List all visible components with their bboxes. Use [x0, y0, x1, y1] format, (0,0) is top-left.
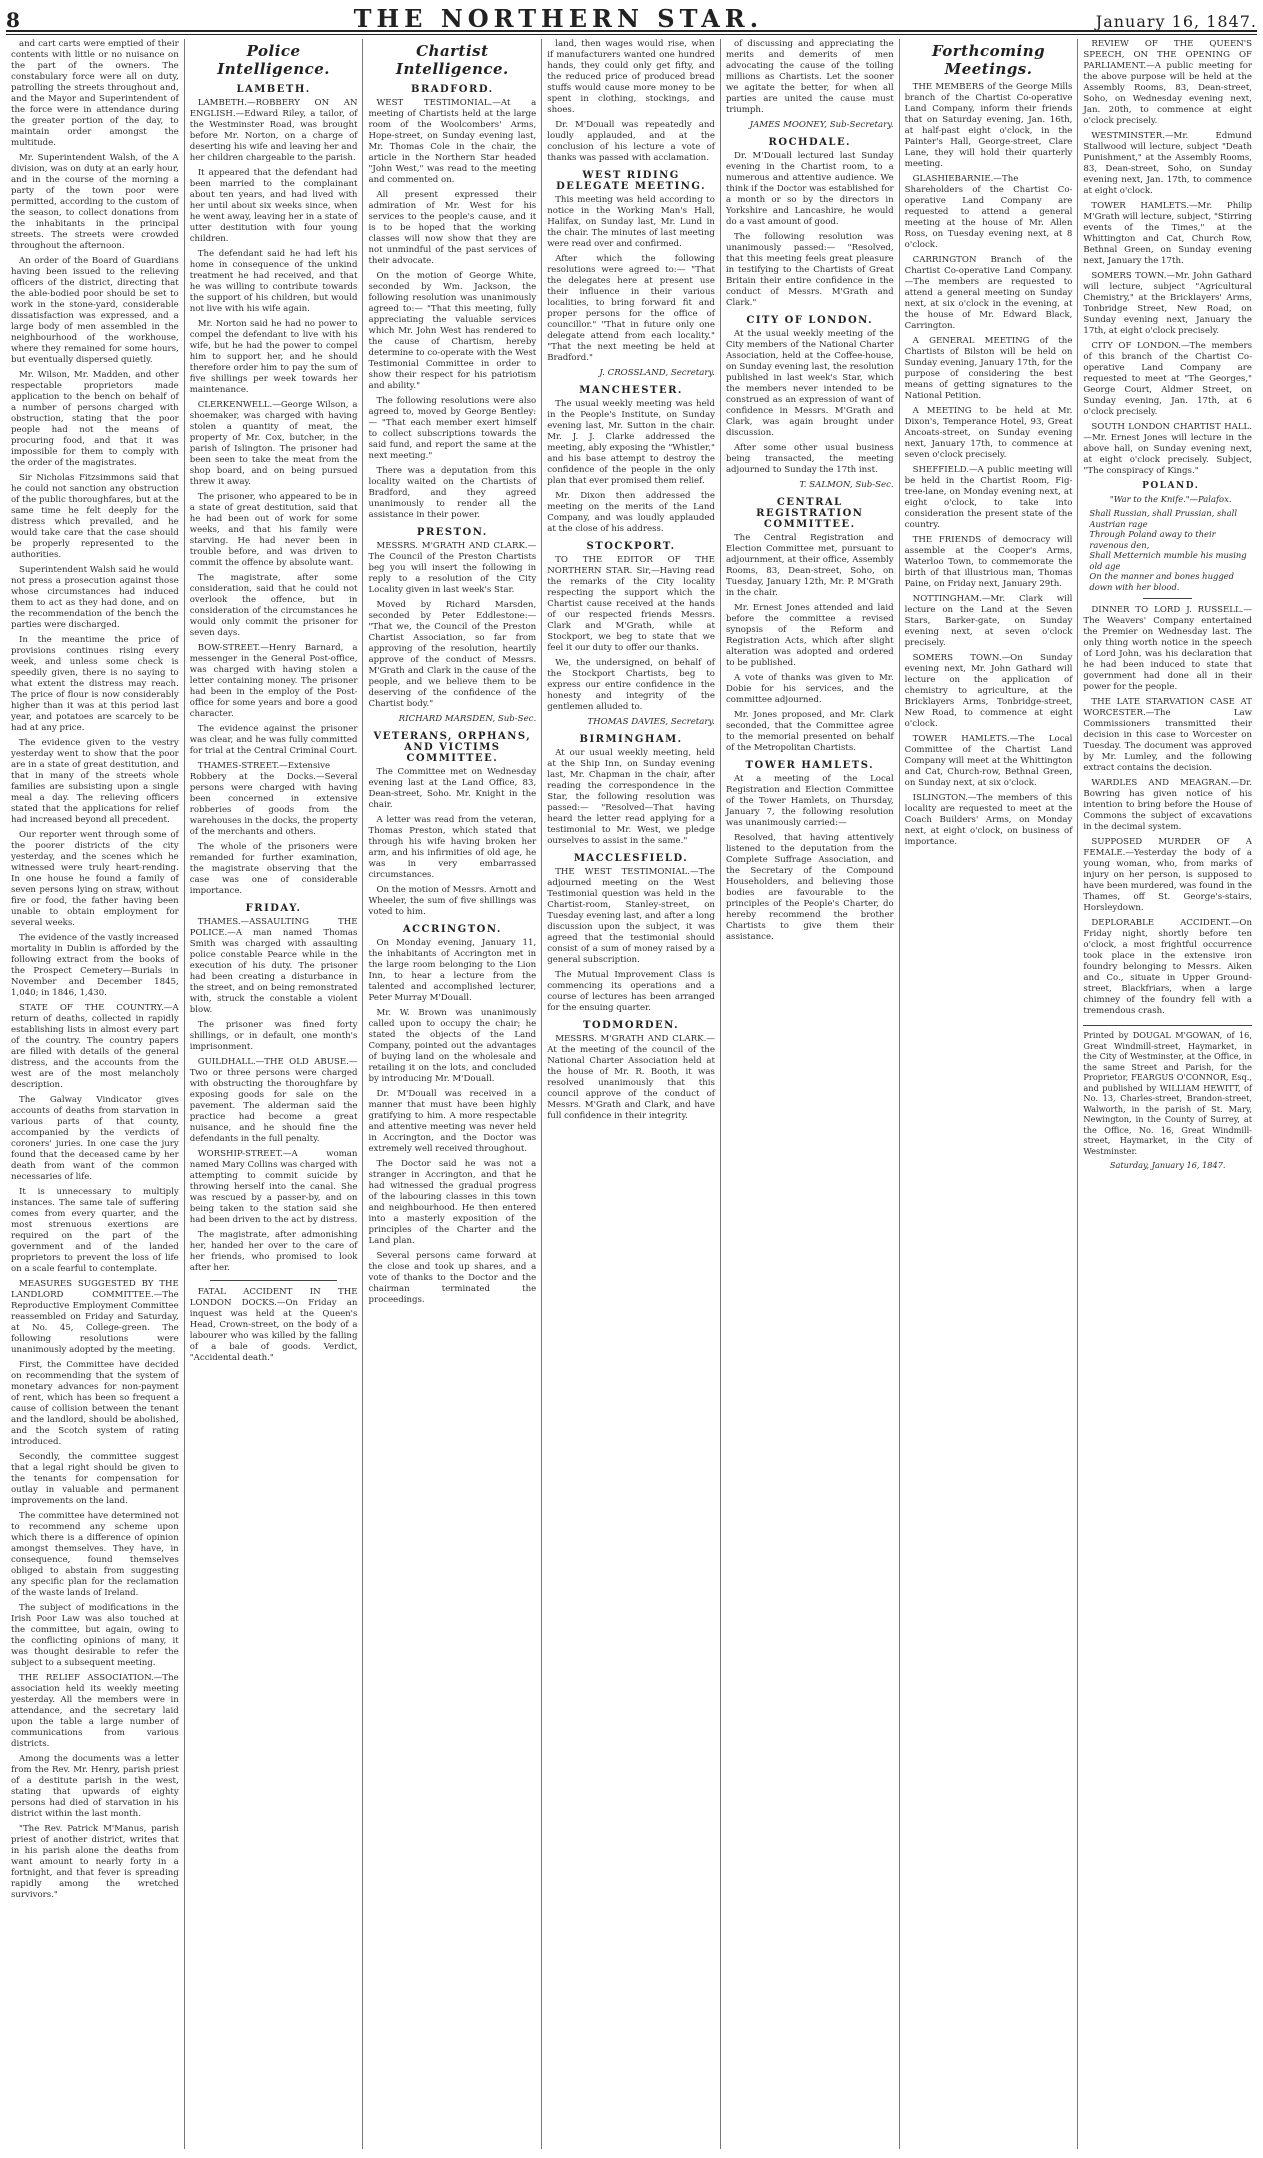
article-paragraph: "The Rev. Patrick M'Manus, parish priest of another district, writes that in his parish alone the deaths from want amount to nearly forty in a fortnight, and that fever is spreading rapidly among the wretched survivors." [11, 1824, 179, 1900]
article-paragraph: THE RELIEF ASSOCIATION.—The association held its weekly meeting yesterday. All the members were in attendance, and the secretary laid upon the table a large number of communications from various districts. [11, 1673, 179, 1749]
article-paragraph: The magistrate, after some consideration, said that he could not overlook the offence, but in consideration of the circumstances he would only commit the prisoner for seven days. [189, 573, 358, 638]
article-paragraph: Resolved, that having attentively listened to the deputation from the Complete Suffrage Association, and the Secretary of the Compound Householders, and believing those bodies are favourable to the principles of the People's Charter, do hereby recommend the brother Chartists to give them their assistance. [725, 833, 894, 942]
column-6 [900, 39, 1079, 2149]
article-paragraph: SOMERS TOWN.—Mr. John Gathard will lecture, subject "Agricultural Chemistry," at the Bricklayers' Arms, Tonbridge Street, New Road, on Sunday evening next, January the 17th, at eight o'clock precisely. [1083, 271, 1252, 336]
poem-poland [1083, 481, 1252, 592]
signature: JAMES MOONEY, Sub-Secretary. [749, 120, 894, 130]
article-paragraph: The defendant said he had left his home in consequence of the unkind treatment he had received, and that he was willing to contribute towards the support of his children, but would not live with his wife again. [189, 249, 358, 314]
subhead-manchester: MANCHESTER. [579, 385, 683, 396]
subhead-tower-hamlets: TOWER HAMLETS. [745, 760, 875, 771]
article-paragraph: The Doctor said he was not a stranger in Accrington, and that he had witnessed the gradual progress of the labouring classes in this town and neighbourhood. He then entered into a masterly exposition of the principles of the Charter and the Land plan. [368, 1159, 537, 1246]
article-paragraph: THAMES.—ASSAULTING THE POLICE.—A man named Thomas Smith was charged with assaulting police constable Pearce while in the execution of his duty. The prisoner had been creating a disturbance in the street, and on being remonstrated with, struck the constable a violent blow. [189, 917, 358, 1015]
article-paragraph: The Mutual Improvement Class is commencing its operations and a course of lectures has been arranged for the ensuing quarter. [547, 970, 715, 1013]
article-paragraph: WORSHIP-STREET.—A woman named Mary Collins was charged with attempting to commit suicide by throwing herself into the canal. She was rescued by a passer-by, and on being taken to the station said she had been driven to the act by distress. [189, 1149, 358, 1225]
article-paragraph: Moved by Richard Marsden, seconded by Peter Eddlestone:— "That we, the Council of the Preston Chartist Association, so far from approving of the resolution, heartily approve of the conduct of Messrs. M'Grath and Clark in the cause of the people, and we believe them to be deserving of the confidence of the Chartist body." [368, 600, 537, 709]
section-divider [210, 1280, 338, 1281]
article-paragraph: Mr. Jones proposed, and Mr. Clark seconded, that the Committee agree to the memorial presented on behalf of the Metropolitan Chartists. [725, 710, 894, 753]
article-paragraph: At our usual weekly meeting, held at the Ship Inn, on Sunday evening last, Mr. Chapman in the chair, after reading the correspondence in the Star, the following resolution was passed:— "Resolved—That having heard the letter read applying for a testimonial to Mr. West, we pledge ourselves to assist in the same." [547, 748, 715, 846]
article-paragraph: There was a deputation from this locality waited on the Chartists of Bradford, and they agreed unanimously to render all the assistance in their power. [368, 466, 537, 520]
article-paragraph: CARRINGTON Branch of the Chartist Co-operative Land Company.—The members are requested to attend a general meeting on Sunday next, at six o'clock in the evening, at the house of Mr. Edward Black, Carrington. [904, 255, 1073, 331]
article-paragraph: Mr. Superintendent Walsh, of the A division, was on duty at an early hour, and in the course of the morning a party of the town poor were permitted, according to the custom of the season, to collect donations from the inhabitants in the principal streets. The streets were crowded throughout the afternoon. [11, 153, 179, 251]
printer-imprint [1083, 1025, 1252, 1171]
article-paragraph: The Central Registration and Election Committee met, pursuant to adjournment, at their office, Assembly Rooms, 83, Dean-street, Soho, on Tuesday, January 12th, Mr. P. M'Grath in the chair. [725, 533, 894, 598]
article-paragraph: First, the Committee have decided on recommending that the system of monetary advances for non-payment of rent, which has been so frequent a cause of collision between the tenant and the landlord, should be abolished, and the Scotch system of rating introduced. [11, 1360, 179, 1447]
section-heading-police: Police Intelligence. [217, 42, 331, 78]
signature: THOMAS DAVIES, Secretary. [587, 717, 715, 727]
article-paragraph: Among the documents was a letter from the Rev. Mr. Henry, parish priest of a destitute parish in the west, stating that upwards of eighty persons had died of starvation in his district within the last month. [11, 1754, 179, 1819]
article-paragraph: SOMERS TOWN.—On Sunday evening next, Mr. John Gathard will lecture on the application of chemistry to agriculture, at the Bricklayers Arms, Tonbridge-street, New Road, to commence at eight o'clock. [904, 653, 1073, 729]
article-paragraph: Our reporter went through some of the poorer districts of the city yesterday, and the scenes which he witnessed were truly heart-rending. In one house he found a family of seven persons lying on straw, without fire or food, the father having been unable to obtain employment for several weeks. [11, 830, 179, 928]
article-paragraph: THAMES-STREET.—Extensive Robbery at the Docks.—Several persons were charged with having been concerned in extensive robberies of goods from the warehouses in the docks, the property of the merchants and others. [189, 761, 358, 837]
section-divider [1143, 598, 1192, 599]
article-paragraph: of discussing and appreciating the merits and demerits of men advocating the cause of the toiling millions as Chartists. Let the sooner we agitate the better, for when all parties are united the cause must triumph. [725, 39, 894, 115]
column-2 [185, 39, 364, 2149]
article-paragraph: The magistrate, after admonishing her, handed her over to the care of her friends, who promised to look after her. [189, 1230, 358, 1273]
article-paragraph: SOUTH LONDON CHARTIST HALL.—Mr. Ernest Jones will lecture in the above hall, on Sunday evening next, at eight o'clock precisely. Subject, "The conspiracy of Kings." [1083, 422, 1252, 476]
article-paragraph: A letter was read from the veteran, Thomas Preston, which stated that through his wife having broken her arm, and his infirmities of old age, he was in very embarrassed circumstances. [368, 815, 537, 880]
subhead-veterans: VETERANS, ORPHANS, AND VICTIMS COMMITTEE. [373, 731, 532, 764]
article-paragraph: The prisoner, who appeared to be in a state of great destitution, said that he had been out of work for some weeks, and that his family were starving. He had never been in trouble before, and was driven to commit the offence by absolute want. [189, 492, 358, 568]
article-paragraph: Several persons came forward at the close and took up shares, and a vote of thanks to the Doctor and the chairman terminated the proceedings. [368, 1251, 537, 1305]
article-paragraph: CLERKENWELL.—George Wilson, a shoemaker, was charged with having stolen a quantity of meat, the property of Mr. Cox, butcher, in the parish of Islington. The prisoner had been seen to take the meat from the shop board, and on being pursued threw it away. [189, 400, 358, 487]
article-paragraph: TOWER HAMLETS.—Mr. Philip M'Grath will lecture, subject, "Stirring events of the Times," at the Whittington and Cat, Church Row, Bethnal Green, on Sunday evening next, January the 17th. [1083, 201, 1252, 266]
subhead-birmingham: BIRMINGHAM. [579, 734, 683, 745]
subhead-accrington: ACCRINGTON. [402, 924, 502, 935]
article-paragraph: THE MEMBERS of the George Mills branch of the Chartist Co-operative Land Company, inform their friends that on Saturday evening, Jan. 16th, at half-past eight o'clock, in the Painter's Hall, George-street, Clare Lane, they will hold their quarterly meeting. [904, 82, 1073, 169]
article-paragraph: STATE OF THE COUNTRY.—A return of deaths, collected in rapidly establishing lists in almost every part of the country. The country papers are filled with details of the general distress, and the accounts from the west are of the most melancholy description. [11, 1003, 179, 1090]
imprint-date: Saturday, January 16, 1847. [1109, 1160, 1226, 1170]
article-paragraph: After some other usual business being transacted, the meeting adjourned to Sunday the 17th inst. [725, 443, 894, 475]
article-paragraph: The evidence against the prisoner was clear, and he was fully committed for trial at the Central Criminal Court. [189, 724, 358, 756]
poem-title: POLAND. [1142, 481, 1200, 491]
article-paragraph: Dr. M'Douall was repeatedly and loudly applauded, and at the conclusion of his lecture a vote of thanks was passed with acclamation. [547, 120, 715, 163]
article-paragraph: THE FRIENDS of democracy will assemble at the Cooper's Arms, Waterloo Town, to commemorate the birth of that illustrious man, Thomas Paine, on Friday next, January 29th. [904, 535, 1073, 589]
article-paragraph: The usual weekly meeting was held in the People's Institute, on Sunday evening last, Mr. Sutton in the chair. Mr. J. J. Clarke addressed the meeting, ably exposing the "Whistler," and his base attempt to destroy the confidence of the people in the only plan that ever promised them relief. [547, 399, 715, 486]
article-paragraph: Mr. Ernest Jones attended and laid before the committee a revised synopsis of the Reform and Registration Acts, which after slight alteration was adopted and ordered to be published. [725, 603, 894, 668]
article-paragraph: The Committee met on Wednesday evening last at the Land Office, 83, Dean-street, Soho. Mr. Knight in the chair. [368, 767, 537, 810]
article-paragraph: The evidence given to the vestry yesterday went to show that the poor are in a state of great destitution, and that in many of the streets whole families are subsisting upon a single meal a day. The relieving officers stated that the applications for relief had increased beyond all precedent. [11, 738, 179, 825]
article-paragraph: TO THE EDITOR OF THE NORTHERN STAR. Sir,—Having read the remarks of the City locality respecting the support which the Chartist cause received at the hands of our respected friends Messrs. Clark and M'Grath, while at Stockport, we beg to state that we feel it our duty to offer our thanks. [547, 555, 715, 653]
article-paragraph: MESSRS. M'GRATH AND CLARK.—The Council of the Preston Chartists beg you will insert the following in reply to a resolution of the City Locality given in last week's Star. [368, 541, 537, 595]
column-7 [1078, 39, 1257, 2149]
article-paragraph: After which the following resolutions were agreed to:— "That the delegates here at present use their influence in their various localities, to bring forward fit and proper persons for the office of councillor." "That in future only one delegate attend from each locality." "That the next meeting be held at Bradford." [547, 254, 715, 363]
article-paragraph: and cart carts were emptied of their contents with little or no nuisance on the part of the owners. The constabulary force were all on duty, patrolling the streets throughout and, and the Mayor and Superintendent of the force were in attendance during the greater portion of the day, to maintain order amongst the multitude. [11, 39, 179, 148]
article-paragraph: On the motion of George White, seconded by Wm. Jackson, the following resolution was unanimously agreed to:— "That this meeting, fully appreciating the valuable services which Mr. John West has rendered to the cause of Chartism, hereby determine to co-operate with the West Testimonial Committee in order to show their respect for his patriotism and ability." [368, 271, 537, 391]
article-paragraph: Secondly, the committee suggest that a legal right should be given to the tenants for compensation for outlay in valuable and permanent improvements on the land. [11, 1452, 179, 1506]
signature: RICHARD MARSDEN, Sub-Sec. [398, 714, 537, 724]
poem-line: Shall Russian, shall Prussian, shall Austrian rage [1089, 508, 1237, 529]
signature: J. CROSSLAND, Secretary. [599, 368, 715, 378]
section-heading-forthcoming: Forthcoming Meetings. [931, 42, 1046, 78]
article-paragraph: A GENERAL MEETING of the Chartists of Bilston will be held on Sunday evening, January 17th, for the purpose of considering the best means of getting signatures to the National Petition. [904, 336, 1073, 401]
article-paragraph: At the usual weekly meeting of the City members of the National Charter Association, held at the Coffee-house, on Sunday evening last, the resolution published in last week's Star, which the members never intended to be construed as an expression of want of confidence in Messrs. M'Grath and Clark, was again brought under discussion. [725, 329, 894, 438]
article-paragraph: CITY OF LONDON.—The members of this branch of the Chartist Co-operative Land Company are requested to meet at "The Georges," George Court, Aldmer Street, on Sunday evening, Jan. 17th, at 6 o'clock precisely. [1083, 341, 1252, 417]
subhead-macclesfield: MACCLESFIELD. [573, 853, 689, 864]
column-5 [721, 39, 900, 2149]
article-paragraph: The committee have determined not to recommend any scheme upon which there is a difference of opinion amongst themselves. They have, in consequence, found themselves obliged to abstain from suggesting any specific plan for the reclamation of the waste lands of Ireland. [11, 1511, 179, 1598]
article-paragraph: The evidence of the vastly increased mortality in Dublin is afforded by the following extract from the books of the Prospect Cemetery—Burials in November and December 1845, 1,040; in 1846, 1,430. [11, 933, 179, 998]
subhead-preston: PRESTON. [416, 527, 488, 538]
article-paragraph: Mr. W. Brown was unanimously called upon to occupy the chair; he stated the objects of the Land Company, pointed out the advantages of buying land on the wholesale and retailing it on the lots, and concluded by introducing Mr. M'Douall. [368, 1008, 537, 1084]
article-paragraph: MESSRS. M'GRATH AND CLARK.—At the meeting of the council of the National Charter Association held at the house of Mr. R. Booth, it was resolved unanimously that this council approve of the conduct of Messrs. M'Grath and Clark, and have full confidence in their integrity. [547, 1034, 715, 1121]
article-paragraph: A MEETING to be held at Mr. Dixon's, Temperance Hotel, 93, Great Ancoats-street, on Sunday evening next, January 17th, to commence at seven o'clock precisely. [904, 406, 1073, 460]
article-paragraph: BOW-STREET.—Henry Barnard, a messenger in the General Post-office, was charged with having stolen a letter containing money. The prisoner had been in the employ of the Post-office for some years and bore a good character. [189, 643, 358, 719]
article-paragraph: An order of the Board of Guardians having been issued to the relieving officers of the district, directing that the able-bodied poor should be set to work in the stone-yard, considerable dissatisfaction was expressed, and a large body of men assembled in the neighbourhood of the workhouse, where they remained for some hours, but eventually dispersed quietly. [11, 256, 179, 365]
signature: T. SALMON, Sub-Sec. [799, 480, 894, 490]
article-paragraph: On the motion of Messrs. Arnott and Wheeler, the sum of five shillings was voted to him. [368, 885, 537, 917]
article-paragraph: REVIEW OF THE QUEEN'S SPEECH, ON THE OPENING OF PARLIAMENT.—A public meeting for the above purpose will be held at the Assembly Rooms, 83, Dean-street, Soho, on Wednesday evening next, Jan. 20th, to commence at eight o'clock precisely. [1083, 39, 1252, 126]
poem-subtitle: "War to the Knife."—Palafox. [1109, 493, 1232, 504]
article-paragraph: MEASURES SUGGESTED BY THE LANDLORD COMMITTEE.—The Reproductive Employment Committee reassembled on Friday and Saturday, at No. 45, College-green. The following resolutions were unanimously adopted by the meeting. [11, 1279, 179, 1355]
article-paragraph: Mr. Dixon then addressed the meeting on the merits of the Land Company, and was loudly applauded at the close of his address. [547, 491, 715, 534]
article-paragraph: The subject of modifications in the Irish Poor Law was also touched at the committee, but again, owing to the conflicting opinions of many, it was thought desirable to refer the subject to a subsequent meeting. [11, 1603, 179, 1668]
article-paragraph: At a meeting of the Local Registration and Election Committee of the Tower Hamlets, on Thursday, January 7, the following resolution was unanimously carried:— [725, 774, 894, 828]
subhead-stockport: STOCKPORT. [586, 541, 676, 552]
poem-line: Shall Metternich mumble his musing old age [1089, 550, 1247, 571]
article-paragraph: The prisoner was fined forty shillings, or in default, one month's imprisonment. [189, 1020, 358, 1052]
section-heading-chartist: Chartist Intelligence. [395, 42, 509, 78]
article-paragraph: FATAL ACCIDENT IN THE LONDON DOCKS.—On Friday an inquest was held at the Queen's Head, Crown-street, on the body of a labourer who was killed by the falling of a bale of goods. Verdict, "Accidental death." [189, 1287, 358, 1363]
article-paragraph: THE LATE STARVATION CASE AT WORCESTER.—The Law Commissioners transmitted their decision in this case to Worcester on Tuesday. The document was approved by Mr. Lumley, and the following extract contains the decision. [1083, 697, 1252, 773]
subhead-bradford: BRADFORD. [411, 84, 494, 95]
article-paragraph: This meeting was held according to notice in the Working Man's Hall, Halifax, on Sunday last, Mr. Lund in the chair. The minutes of last meeting were read over and confirmed. [547, 195, 715, 249]
article-paragraph: ISLINGTON.—The members of this locality are requested to meet at the Coach Builders' Arms, on Monday next, at eight o'clock, on business of importance. [904, 793, 1073, 847]
subhead-friday: FRIDAY. [245, 903, 302, 914]
subhead-rochdale: ROCHDALE. [768, 137, 852, 148]
article-paragraph: It appeared that the defendant had been married to the complainant about ten years, and had lived with her until about six weeks since, when he went away, leaving her in a state of utter destitution with four young children. [189, 168, 358, 244]
article-paragraph: The whole of the prisoners were remanded for further examination, the magistrate observing that the case was one of considerable importance. [189, 842, 358, 896]
subhead-lambeth: LAMBETH. [236, 84, 311, 95]
page-number: 8 [6, 8, 21, 32]
article-paragraph: Mr. Norton said he had no power to compel the defendant to live with his wife, but he had the power to compel him to support her, and he should therefore order him to pay the sum of five shillings per week towards her maintenance. [189, 319, 358, 395]
article-paragraph: WESTMINSTER.—Mr. Edmund Stallwood will lecture, subject "Death Punishment," at the Assembly Rooms, 83, Dean-street, Soho, on Sunday evening next, Jan. 17th, to commence at eight o'clock. [1083, 131, 1252, 196]
article-paragraph: LAMBETH.—ROBBERY ON AN ENGLISH.—Edward Riley, a tailor, of the Westminster Road, was brought before Mr. Norton, on a charge of deserting his wife and leaving her and her children chargeable to the parish. [189, 98, 358, 163]
masthead [6, 4, 1257, 32]
subhead-todmorden: TODMORDEN. [582, 1020, 680, 1031]
article-paragraph: The following resolution was unanimously passed:— "Resolved, that this meeting feels great pleasure in testifying to the Chartists of Great Britain their entire confidence in the conduct of Messrs. M'Grath and Clark." [725, 232, 894, 308]
newspaper-title: THE NORTHERN STAR. [353, 4, 764, 33]
article-paragraph: We, the undersigned, on behalf of the Stockport Chartists, beg to express our entire confidence in the honesty and integrity of the gentlemen alluded to. [547, 658, 715, 712]
article-paragraph: DINNER TO LORD J. RUSSELL.—The Weavers' Company entertained the Premier on Wednesday last. The only thing worth notice in the speech of Lord John, was his declaration that he had been induced to state that government had done all in their power for the people. [1083, 605, 1252, 692]
article-paragraph: SUPPOSED MURDER OF A FEMALE.—Yesterday the body of a young woman, who, from marks of injury on her person, is supposed to have been murdered, was found in the Thames, off St. George's-stairs, Horsleydown. [1083, 837, 1252, 913]
article-paragraph: THE WEST TESTIMONIAL.—The adjourned meeting on the West Testimonial question was held in the Chartist-room, Stanley-street, on Tuesday evening last, and after a long discussion upon the subject, it was agreed that the testimonial should consist of a sum of money raised by a general subscription. [547, 867, 715, 965]
article-paragraph: GLASHIEBARNIE.—The Shareholders of the Chartist Co-operative Land Company are requested to attend a general meeting at the house of Mr. Allen Ross, on Tuesday evening next, at 8 o'clock. [904, 174, 1073, 250]
article-paragraph: A vote of thanks was given to Mr. Dobie for his services, and the committee adjourned. [725, 673, 894, 705]
article-paragraph: SHEFFIELD.—A public meeting will be held in the Chartist Room, Fig-tree-lane, on Monday evening next, at eight o'clock, to take into consideration the present state of the country. [904, 465, 1073, 530]
column-3 [363, 39, 542, 2149]
article-paragraph: GUILDHALL.—THE OLD ABUSE.—Two or three persons were charged with obstructing the thoroughfare by exposing goods for sale on the pavement. The alderman said the practice had become a great nuisance, and he should fine the defendants in the full penalty. [189, 1057, 358, 1144]
article-paragraph: Dr. M'Douall was received in a manner that must have been highly gratifying to him. A more respectable and attentive meeting was never held in Accrington, and the Doctor was extremely well received throughout. [368, 1089, 537, 1154]
column-4 [542, 39, 721, 2149]
article-paragraph: On Monday evening, January 11, the inhabitants of Accrington met in the large room belonging to the Lion Inn, to hear a lecture from the talented and accomplished lecturer, Peter Murray M'Douall. [368, 938, 537, 1003]
article-paragraph: WEST TESTIMONIAL.—At a meeting of Chartists held at the large room of the Woolcombers' Arms, Hope-street, on Sunday evening last, Mr. Thomas Cole in the chair, the article in the Northern Star headed "John West," was read to the meeting and commented on. [368, 98, 537, 185]
article-paragraph: All present expressed their admiration of Mr. West for his services to the people's cause, and it is to be hoped that the working classes will now show that they are not unmindful of the past services of their advocate. [368, 190, 537, 266]
article-paragraph: The Galway Vindicator gives accounts of deaths from starvation in various parts of that county, accompanied by the verdicts of coroners' juries. In one case the jury found that the deceased came by her death from want of the common necessaries of life. [11, 1095, 179, 1182]
subhead-city-of-london: CITY OF LONDON. [746, 315, 874, 326]
article-paragraph: Mr. Wilson, Mr. Madden, and other respectable proprietors made application to the bench on behalf of a number of persons charged with obstruction, stating that the poor people had not the means of procuring food, and that it was impossible for them to comply with the order of the magistrates. [11, 370, 179, 468]
article-paragraph: land, then wages would rise, when if manufacturers wanted one hundred hands, they could only get fifty, and the reduced price of produced bread stuffs would cause more money to be spent in clothing, stockings, and shoes. [547, 39, 715, 115]
poem-line: Through Poland away to their ravenous den, [1089, 529, 1216, 550]
poem-line: On the manner and bones hugged down with her blood. [1089, 571, 1235, 592]
columns [6, 39, 1257, 2149]
article-paragraph: It is unnecessary to multiply instances. The same tale of suffering comes from every quarter, and the most strenuous exertions are required on the part of the government and of the landed proprietors to prevent the loss of life on a scale fearful to contemplate. [11, 1187, 179, 1274]
imprint-text: Printed by DOUGAL M'GOWAN, of 16, Great Windmill-street, Haymarket, in the City of Westminster, at the Office, in the same Street and Parish, for the Proprietor, FEARGUS O'CONNOR, Esq., and published by WILLIAM HEWITT, of No. 13, Charles-street, Brandon-street, Walworth, in the parish of St. Mary, Newington, in the County of Surrey, at the Office, No. 16, Great Windmill-street, Haymarket, in the City of Westminster. [1083, 1030, 1252, 1156]
article-paragraph: NOTTINGHAM.—Mr. Clark will lecture on the Land at the Seven Stars, Barker-gate, on Sunday evening next, at seven o'clock precisely. [904, 594, 1073, 648]
subhead-west-riding: WEST RIDING DELEGATE MEETING. [556, 170, 707, 192]
subhead-central-registration: CENTRAL REGISTRATION COMMITTEE. [756, 497, 864, 530]
article-paragraph: The following resolutions were also agreed to, moved by George Bentley:— "That each member exert himself to collect subscriptions towards the said fund, and report the same at the next meeting." [368, 396, 537, 461]
article-paragraph: Sir Nicholas Fitzsimmons said that he could not sanction any obstruction of the public thoroughfares, but at the same time he felt deeply for the distress which prevailed, and he would take care that the case should be properly represented to the authorities. [11, 473, 179, 560]
article-paragraph: TOWER HAMLETS.—The Local Committee of the Chartist Land Company will meet at the Whittington and Cat, Church-row, Bethnal Green, on Sunday next, at six o'clock. [904, 734, 1073, 788]
article-paragraph: Dr. M'Douall lectured last Sunday evening in the Chartist room, to a numerous and attentive audience. We think if the Doctor was established for a month or so by the directors in Yorkshire and Lancashire, he would do a vast amount of good. [725, 151, 894, 227]
issue-date: January 16, 1847. [1095, 12, 1257, 31]
article-paragraph: DEPLORABLE ACCIDENT.—On Friday night, shortly before ten o'clock, a most frightful occurrence took place in the extensive iron foundry belonging to Messrs. Aiken and Co., situate in Upper Ground-street, Blackfriars, when a large chimney of the foundry fell with a tremendous crash. [1083, 918, 1252, 1016]
article-paragraph: Superintendent Walsh said he would not press a prosecution against those whose circumstances had induced them to act as they had done, and on the recommendation of the bench the parties were discharged. [11, 565, 179, 630]
article-paragraph: WARDLES AND MEAGRAN.—Dr. Bowring has given notice of his intention to bring before the House of Commons the subject of excavations in the decimal system. [1083, 778, 1252, 832]
article-paragraph: In the meantime the price of provisions continues rising every week, and unless some check is speedily given, there is no saying to what extent the distress may reach. The price of flour is now considerably higher than it was at this period last year, and potatoes are scarcely to be had at any price. [11, 635, 179, 733]
column-1 [6, 39, 185, 2149]
